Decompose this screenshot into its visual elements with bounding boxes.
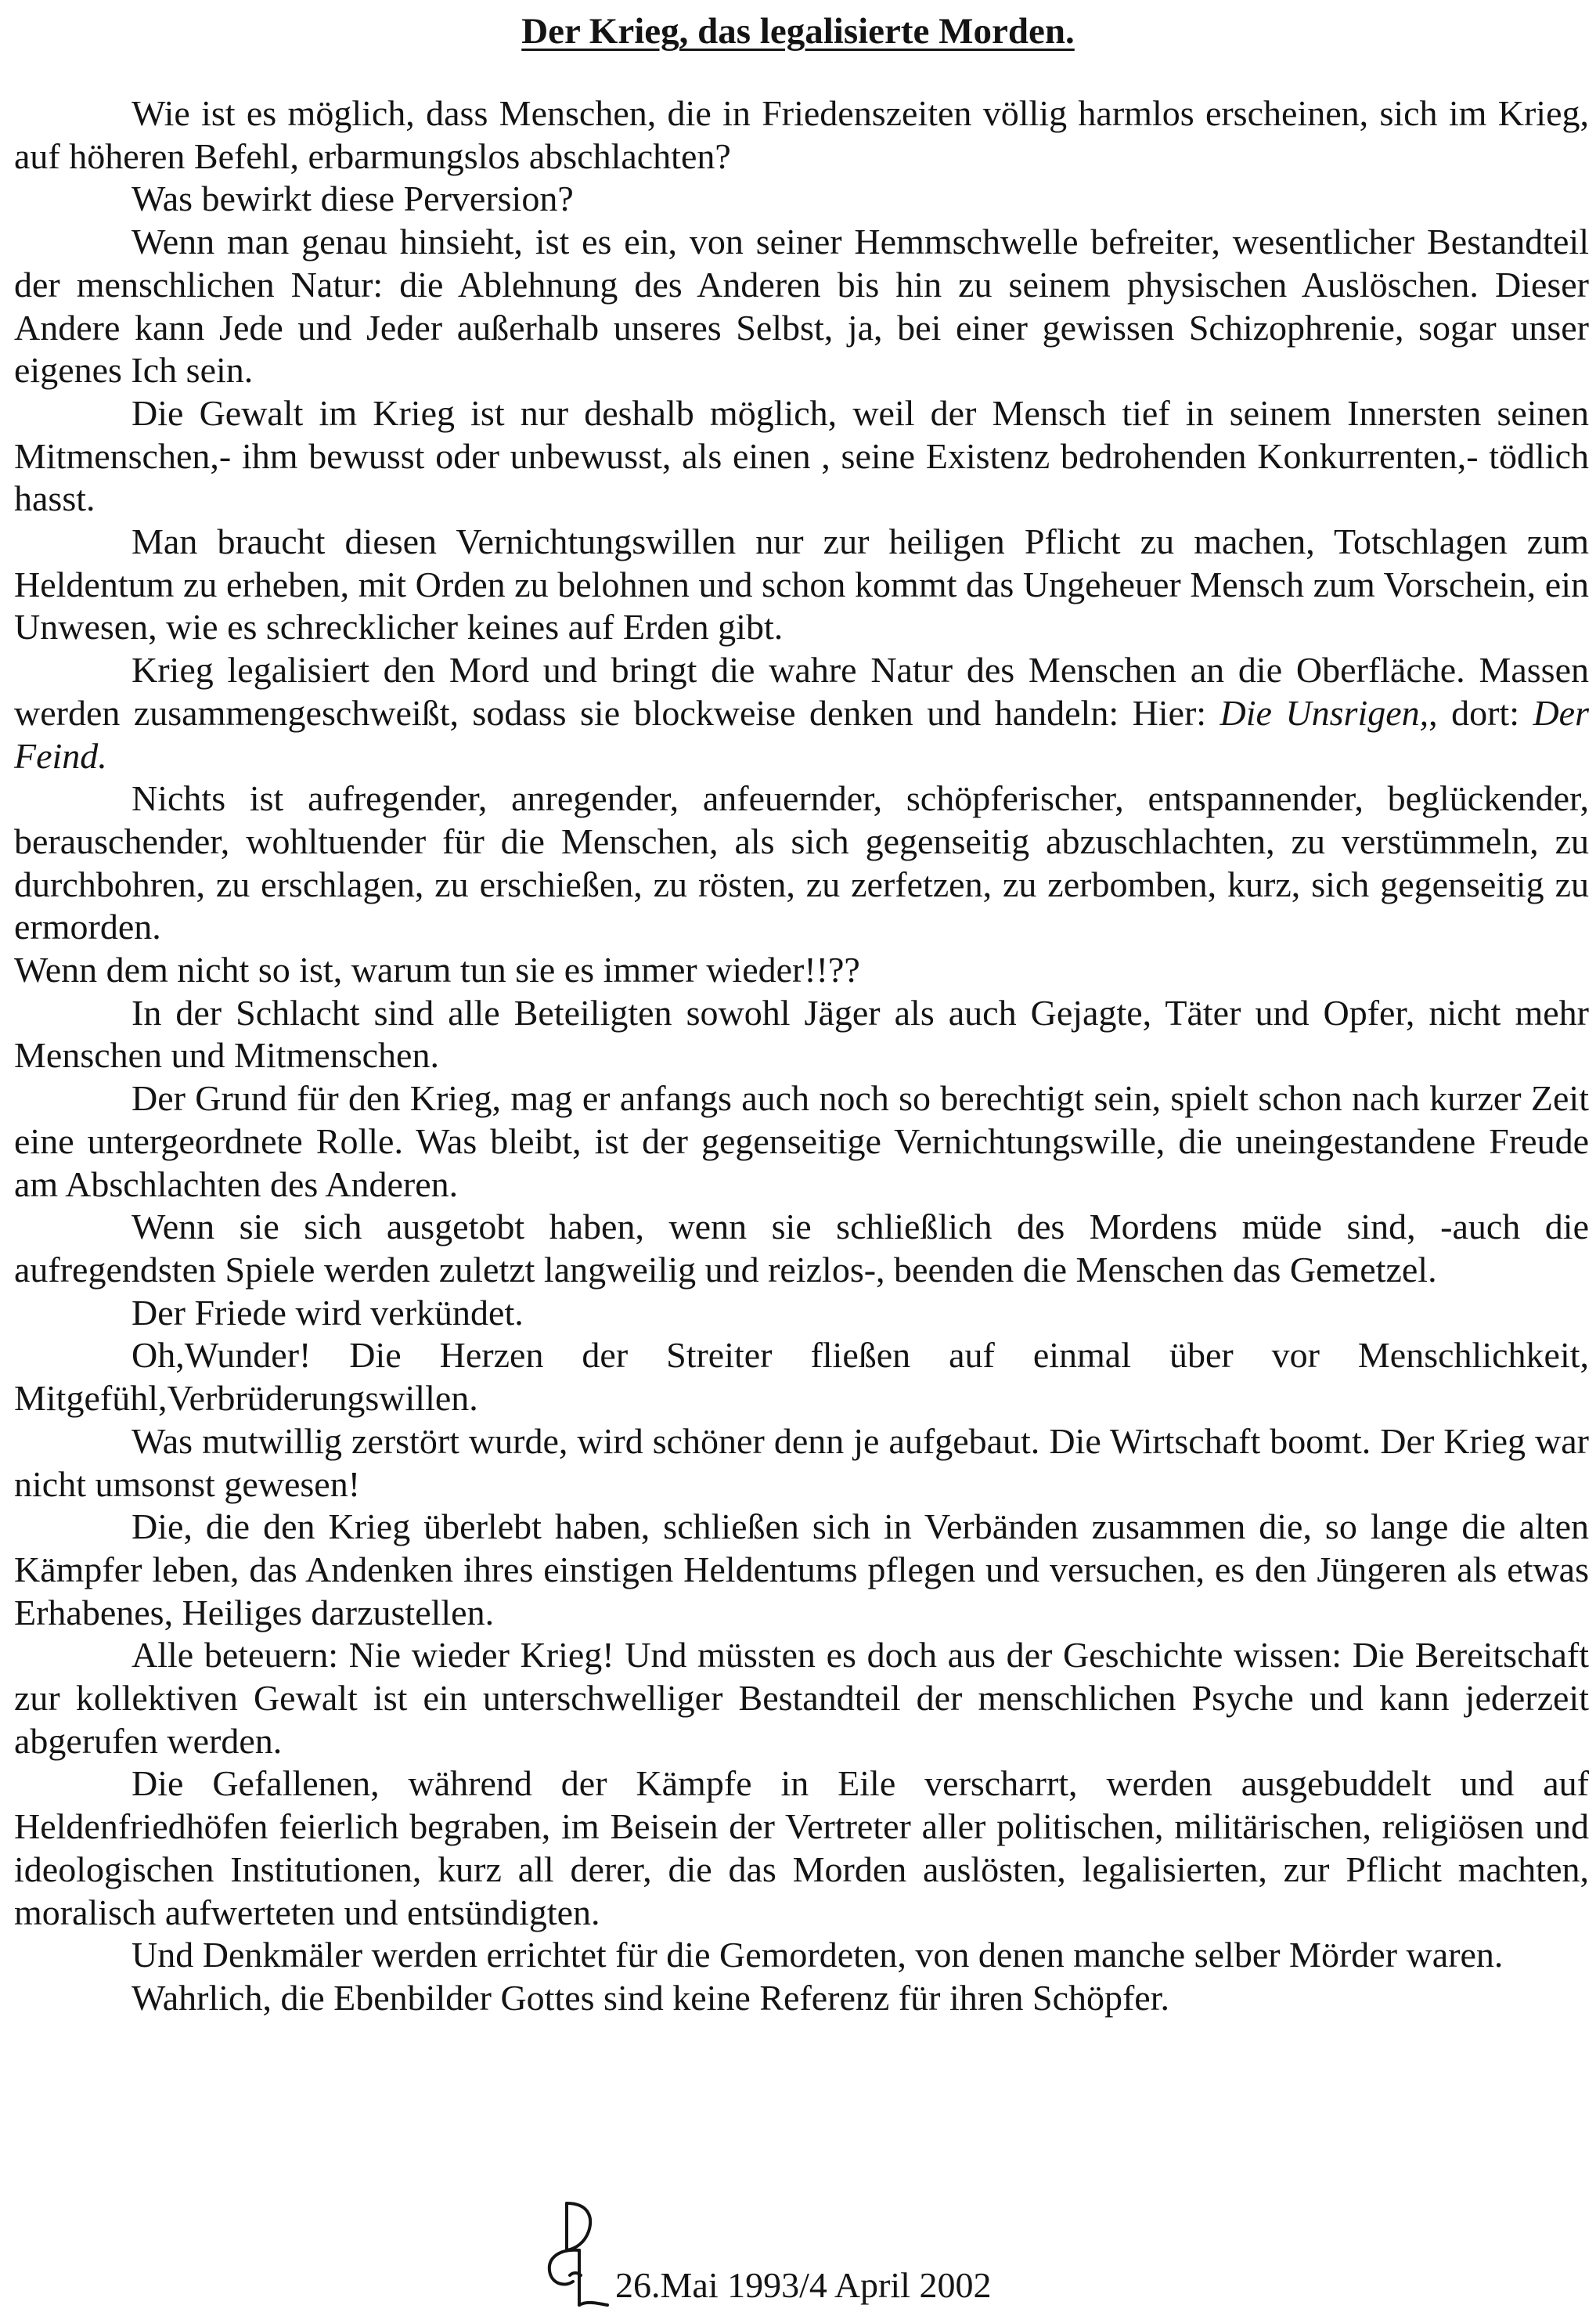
paragraph-14: Was mutwillig zerstört wurde, wird schöner denn je aufgebaut. Die Wirtschaft boomt. Der Krieg war nicht umsonst gewesen!	[14, 1420, 1589, 1504]
paragraph-9: In der Schlacht sind alle Beteiligten sowohl Jäger als auch Gejagte, Täter und Opfer, nicht mehr Menschen und Mitmenschen.	[14, 992, 1589, 1076]
paragraph-16: Alle beteuern: Nie wieder Krieg! Und müssten es doch aus der Geschichte wissen: Die Bereitschaft zur kollektiven Gewalt ist ein unterschwelliger Bestandteil der menschlichen Psyche und kann jederzeit abgerufen werden.	[14, 1635, 1589, 1761]
paragraph-11: Wenn sie sich ausgetobt haben, wenn sie schließlich des Mordens müde sind, -auch die aufregendsten Spiele werden zuletzt langweilig und reizlos-, beenden die Menschen das Gemetzel.	[14, 1207, 1589, 1290]
paragraph-6-text-before: Krieg legalisiert den Mord und bringt die wahre Natur des Menschen an die Oberfläche. Massen werden zusammengeschweißt, sodass sie blockweise denken und handeln: Hier:	[14, 650, 1589, 733]
paragraph-15: Die, die den Krieg überlebt haben, schließen sich in Verbänden zusammen die, so lange die alten Kämpfer leben, das Andenken ihres einstigen Heldentums pflegen und versuchen, es den Jüngeren als etwas Erhabenes, Heiliges darzustellen.	[14, 1506, 1589, 1632]
paragraph-18: Und Denkmäler werden errichtet für die Gemordeten, von denen manche selber Mörder waren.	[131, 1935, 1504, 1975]
paragraph-8: Wenn dem nicht so ist, warum tun sie es immer wieder!!??	[14, 950, 860, 990]
paragraph-6	[14, 649, 1589, 777]
paragraph-1: Wie ist es möglich, dass Menschen, die in Friedenszeiten völlig harmlos erscheinen, sich im Krieg, auf höheren Befehl, erbarmungslos abschlachten?	[14, 93, 1589, 176]
paragraph-17: Die Gefallenen, während der Kämpfe in Eile verscharrt, werden ausgebuddelt und auf Heldenfriedhöfen feierlich begraben, im Beisein der Vertreter aller politischen, militärischen, religiösen und ideologischen Institutionen, kurz all derer, die das Morden auslösten, legalisierten, zur Pflicht machten, moralisch aufwerteten und entsündigten.	[14, 1763, 1589, 1932]
paragraph-7: Nichts ist aufregender, anregender, anfeuernder, schöpferischer, entspannender, beglückender, berauschender, wohltuender für die Menschen, als sich gegenseitig abzuschlachten, zu verstümmeln, zu durchbohren, zu erschlagen, zu erschießen, zu rösten, zu zerfetzen, zu zerbomben, kurz, sich gegenseitig zu ermorden.	[14, 778, 1589, 947]
paragraph-3: Wenn man genau hinsieht, ist es ein, von seiner Hemmschwelle befreiter, wesentlicher Bestandteil der menschlichen Natur: die Ablehnung des Anderen bis hin zu seinem physischen Auslöschen. Dieser Andere kann Jede und Jeder außerhalb unseres Selbst, ja, bei einer gewissen Schizophrenie, sogar unser eigenes Ich sein.	[14, 222, 1589, 391]
paragraph-6-italic-enemy: Der Feind.	[14, 692, 1589, 776]
paragraph-12: Der Friede wird verkündet.	[131, 1292, 524, 1333]
paragraph-6-text-middle: , dort:	[1428, 692, 1533, 733]
signature-block	[532, 2200, 1096, 2310]
paragraph-5: Man braucht diesen Vernichtungswillen nur zur heiligen Pflicht zu machen, Totschlagen zum Heldentum zu erheben, mit Orden zu belohnen und schon kommt das Ungeheuer Mensch zum Vorschein, ein Unwesen, wie es schrecklicher keines auf Erden gibt.	[14, 521, 1589, 648]
document-body	[14, 92, 1589, 2020]
signature-date: 26.Mai 1993/4 April 2002	[615, 2265, 992, 2305]
handwritten-signature-icon	[532, 2200, 626, 2310]
paragraph-13: Oh,Wunder! Die Herzen der Streiter fließen auf einmal über vor Menschlichkeit, Mitgefühl,Verbrüderungswillen.	[14, 1335, 1589, 1419]
document-title: Der Krieg, das legalisierte Morden.	[521, 11, 1075, 52]
paragraph-2: Was bewirkt diese Perversion?	[131, 179, 574, 219]
paragraph-10: Der Grund für den Krieg, mag er anfangs auch noch so berechtigt sein, spielt schon nach kurzer Zeit eine untergeordnete Rolle. Was bleibt, ist der gegenseitige Vernichtungswille, die uneingestandene Freude am Abschlachten des Anderen.	[14, 1078, 1589, 1204]
paragraph-6-italic-us: Die Unsrigen,	[1220, 692, 1429, 733]
paragraph-4: Die Gewalt im Krieg ist nur deshalb möglich, weil der Mensch tief in seinem Innersten seinen Mitmenschen,- ihm bewusst oder unbewusst, als einen , seine Existenz bedrohenden Konkurrenten,- tödlich hasst.	[14, 392, 1589, 519]
paragraph-19: Wahrlich, die Ebenbilder Gottes sind keine Referenz für ihren Schöpfer.	[131, 1977, 1170, 2018]
